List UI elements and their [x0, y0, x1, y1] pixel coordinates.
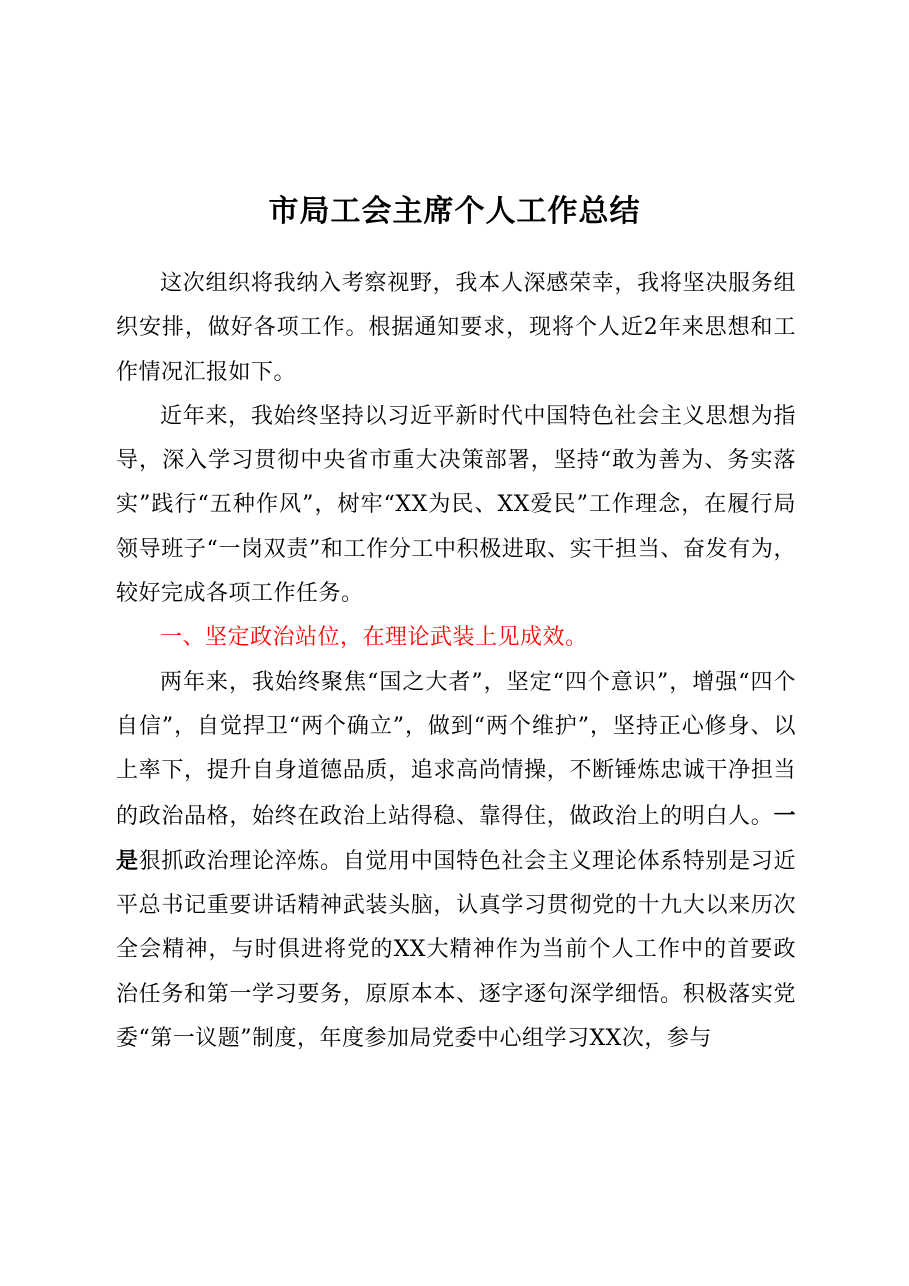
document-title: 市局工会主席个人工作总结	[268, 194, 641, 229]
paragraph-section-1	[116, 661, 796, 1062]
document-body	[116, 262, 796, 1061]
paragraph-section-1-text-b: 狠抓政治理论淬炼。自觉用中国特色社会主义理论体系特别是习近平总书记重要讲话精神武装头脑，认真学习贯彻党的十九大以来历次全会精神，与时俱进将党的XX大精神作为当前个人工作中的首要政治任务和第一学习要务，原原本本、逐字逐句深学细悟。积极落实党委“第一议题”制度，年度参加局党委中心组学习XX次，参与	[116, 848, 796, 1052]
paragraph-overview: 近年来，我始终坚持以习近平新时代中国特色社会主义思想为指导，深入学习贯彻中央省市重大决策部署，坚持“敢为善为、务实落实”践行“五种作风”，树牢“XX为民、XX爱民”工作理念，在履行局领导班子“一岗双责”和工作分工中积极进取、实干担当、奋发有为，较好完成各项工作任务。	[116, 403, 796, 607]
paragraph-intro: 这次组织将我纳入考察视野，我本人深感荣幸，我将坚决服务组织安排，做好各项工作。根据通知要求，现将个人近2年来思想和工作情况汇报如下。	[116, 271, 796, 385]
emphasis-yi-shi: 一是	[116, 802, 796, 874]
paragraph-section-1-text-a: 两年来，我始终聚焦“国之大者”，坚定“四个意识”，增强“四个自信”，自觉捍卫“两个确立”，做到“两个维护”，坚持正心修身、以上率下，提升自身道德品质，追求高尚情操，不断锤炼忠诚干净担当的政治品格，始终在政治上站得稳、靠得住，做政治上的明白人。	[116, 669, 796, 829]
section-heading-1: 一、坚定政治站位，在理论武装上见成效。	[160, 625, 588, 651]
